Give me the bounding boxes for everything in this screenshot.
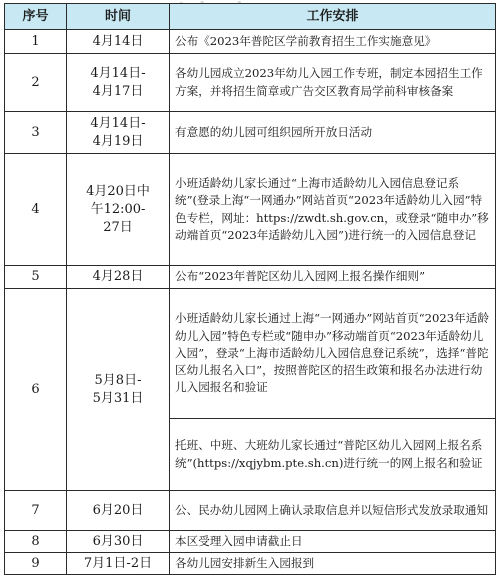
row-content: 本区受理入园申请截止日 — [170, 531, 496, 553]
row-content: 公、民办幼儿园网上确认录取信息并以短信形式发放录取通知 — [170, 491, 496, 531]
row-content: 小班适龄幼儿家长通过上海“一网通办”网站首页“2023年适龄幼儿入园”特色专栏或“随申办”移动端首页“2023年适龄幼儿入园”，登录“上海市适龄幼儿入园信息登记系统”，选择“普陀区幼儿报名入口”，按照普陀区的招生政策和报名办法进行幼儿入园报名和验证 — [170, 289, 496, 419]
row-time: 6月30日 — [67, 531, 170, 553]
row-time: 4月28日 — [67, 266, 170, 289]
row-seq: 3 — [5, 112, 67, 154]
row-time: 4月14日- 4月17日 — [67, 54, 170, 112]
row-content: 有意愿的幼儿园可组织园所开放日活动 — [170, 112, 496, 154]
header-seq: 序号 — [5, 4, 67, 30]
table-row — [5, 54, 496, 112]
table-row — [5, 30, 496, 54]
row-time: 6月20日 — [67, 491, 170, 531]
row-seq: 5 — [5, 266, 67, 289]
table-row — [5, 112, 496, 154]
enrollment-schedule-table — [4, 3, 496, 575]
table-row — [5, 553, 496, 575]
row-time: 4月14日- 4月19日 — [67, 112, 170, 154]
row-seq: 2 — [5, 54, 67, 112]
header-content: 工作安排 — [170, 4, 496, 30]
row-seq: 4 — [5, 154, 67, 266]
row-seq: 7 — [5, 491, 67, 531]
table-row — [5, 531, 496, 553]
row-content-secondary: 托班、中班、大班幼儿家长通过“普陀区幼儿入园网上报名系统”(https://xqjybm.pte.sh.cn)进行统一的网上报名和验证 — [170, 419, 496, 491]
row-content: 小班适龄幼儿家长通过“上海市适龄幼儿入园信息登记系统”(登录上海“一网通办”网站首页“2023年适龄幼儿入园”特色专栏，网址：https://zwdt.sh.gov.cn，或登录“随申办”移动端首页“2023年适龄幼儿入园”)进行统一的入园信息登记 — [170, 154, 496, 266]
table-row — [5, 491, 496, 531]
table-row — [5, 154, 496, 266]
table-header-row — [5, 4, 496, 30]
row-content: 各幼儿园成立2023年幼儿入园工作专班，制定本园招生工作方案，并将招生简章或广告交区教育局学前科审核备案 — [170, 54, 496, 112]
row-seq: 9 — [5, 553, 67, 575]
table-row — [5, 266, 496, 289]
row-seq: 8 — [5, 531, 67, 553]
table-row — [5, 289, 496, 419]
row-seq: 6 — [5, 289, 67, 491]
header-time: 时间 — [67, 4, 170, 30]
row-content: 公布《2023年普陀区学前教育招生工作实施意见》 — [170, 30, 496, 54]
row-time: 4月20日中 午12:00- 27日 — [67, 154, 170, 266]
row-time: 7月1日-2日 — [67, 553, 170, 575]
row-content: 各幼儿园安排新生入园报到 — [170, 553, 496, 575]
row-seq: 1 — [5, 30, 67, 54]
row-time: 4月14日 — [67, 30, 170, 54]
row-content: 公布“2023年普陀区幼儿入园网上报名操作细则” — [170, 266, 496, 289]
row-time: 5月8日- 5月31日 — [67, 289, 170, 491]
